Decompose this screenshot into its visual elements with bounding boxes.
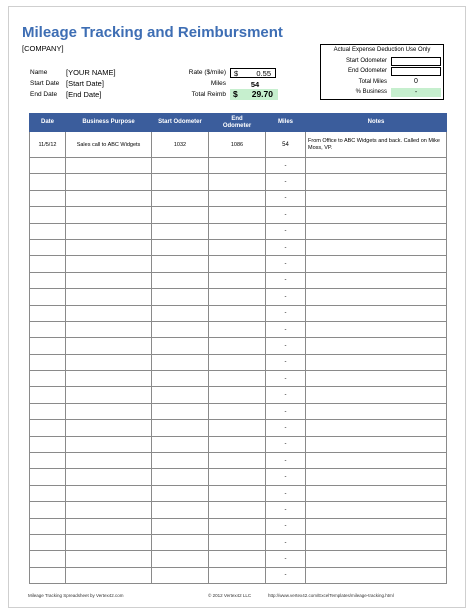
miles-cell: -: [266, 158, 306, 174]
start-odometer-cell[interactable]: [152, 567, 209, 583]
notes-cell[interactable]: [306, 518, 447, 534]
miles-cell: -: [266, 534, 306, 550]
purpose-cell[interactable]: [66, 272, 152, 288]
start-odometer-cell[interactable]: [152, 256, 209, 272]
date-cell[interactable]: 11/5/12: [30, 132, 66, 158]
notes-cell[interactable]: [306, 387, 447, 403]
start-odometer-cell[interactable]: [152, 338, 209, 354]
start-date-value[interactable]: [Start Date]: [66, 79, 104, 88]
purpose-cell[interactable]: [66, 239, 152, 255]
purpose-cell[interactable]: [66, 158, 152, 174]
purpose-cell[interactable]: [66, 371, 152, 387]
miles-cell: -: [266, 371, 306, 387]
date-cell[interactable]: [30, 158, 66, 174]
purpose-cell[interactable]: [66, 174, 152, 190]
table-row: [30, 158, 447, 174]
table-row: [30, 485, 447, 501]
purpose-cell[interactable]: [66, 567, 152, 583]
currency-symbol: $: [234, 69, 239, 78]
date-cell[interactable]: [30, 321, 66, 337]
purpose-cell[interactable]: [66, 518, 152, 534]
miles-cell: -: [266, 453, 306, 469]
table-row: [30, 289, 447, 305]
notes-cell[interactable]: [306, 207, 447, 223]
table-row: [30, 567, 447, 583]
purpose-cell[interactable]: [66, 256, 152, 272]
purpose-cell[interactable]: [66, 551, 152, 567]
table-row: [30, 338, 447, 354]
end-odometer-field[interactable]: [391, 67, 441, 76]
table-row: [30, 518, 447, 534]
end-odometer-cell[interactable]: [209, 223, 266, 239]
miles-total-value: 54: [250, 80, 260, 89]
miles-cell: -: [266, 190, 306, 206]
table-row: [30, 371, 447, 387]
purpose-cell[interactable]: [66, 469, 152, 485]
end-odometer-cell[interactable]: [209, 239, 266, 255]
table-row: [30, 403, 447, 419]
date-cell[interactable]: [30, 502, 66, 518]
start-odometer-cell[interactable]: [152, 469, 209, 485]
table-header-row: [30, 114, 447, 132]
start-odometer-cell[interactable]: [152, 239, 209, 255]
start-odometer-cell[interactable]: [152, 387, 209, 403]
end-odometer-cell[interactable]: [209, 551, 266, 567]
date-cell[interactable]: [30, 223, 66, 239]
table-row: [30, 190, 447, 206]
notes-cell[interactable]: [306, 158, 447, 174]
end-odometer-cell[interactable]: [209, 436, 266, 452]
col-header-purpose: Business Purpose: [66, 114, 152, 132]
mileage-log-table: [29, 113, 447, 584]
end-odometer-cell[interactable]: [209, 420, 266, 436]
start-odometer-cell[interactable]: [152, 420, 209, 436]
notes-cell[interactable]: [306, 305, 447, 321]
table-row: [30, 469, 447, 485]
date-cell[interactable]: [30, 420, 66, 436]
col-header-notes: Notes: [306, 114, 447, 132]
company-name[interactable]: [COMPANY]: [22, 44, 64, 53]
start-odometer-cell[interactable]: [152, 436, 209, 452]
footer-copyright: © 2012 Vertex42 LLC: [208, 593, 252, 598]
col-header-end-odometer: [209, 114, 266, 132]
start-odometer-cell[interactable]: [152, 371, 209, 387]
name-value[interactable]: [YOUR NAME]: [66, 68, 116, 77]
purpose-cell[interactable]: [66, 387, 152, 403]
date-cell[interactable]: [30, 485, 66, 501]
end-odometer-cell[interactable]: [209, 387, 266, 403]
table-row: [30, 436, 447, 452]
notes-cell[interactable]: [306, 354, 447, 370]
start-date-label: Start Date: [30, 80, 60, 87]
start-odometer-cell[interactable]: [152, 551, 209, 567]
miles-cell: -: [266, 305, 306, 321]
end-date-value[interactable]: [End Date]: [66, 90, 102, 99]
date-cell[interactable]: [30, 551, 66, 567]
miles-cell: -: [266, 420, 306, 436]
notes-cell[interactable]: [306, 453, 447, 469]
end-odometer-cell[interactable]: [209, 403, 266, 419]
date-cell[interactable]: [30, 534, 66, 550]
notes-cell[interactable]: [306, 420, 447, 436]
purpose-cell[interactable]: [66, 354, 152, 370]
miles-label: Miles: [210, 80, 226, 87]
col-header-start-odometer: Start Odometer: [152, 114, 209, 132]
end-odometer-cell[interactable]: [209, 371, 266, 387]
end-header-line2: Odometer: [222, 122, 252, 129]
notes-cell[interactable]: [306, 567, 447, 583]
table-row: [30, 453, 447, 469]
end-odometer-cell[interactable]: [209, 190, 266, 206]
end-odometer-label: End Odometer: [347, 68, 387, 74]
business-pct-label: % Business: [355, 89, 387, 95]
purpose-cell[interactable]: Sales call to ABC Widgets: [66, 132, 152, 158]
notes-cell[interactable]: [306, 502, 447, 518]
start-odometer-cell[interactable]: [152, 289, 209, 305]
notes-cell[interactable]: [306, 272, 447, 288]
end-odometer-cell[interactable]: [209, 305, 266, 321]
purpose-cell[interactable]: [66, 485, 152, 501]
end-odometer-cell[interactable]: [209, 469, 266, 485]
rate-label: Rate ($/mile): [188, 69, 226, 76]
miles-cell: -: [266, 272, 306, 288]
notes-cell[interactable]: [306, 190, 447, 206]
notes-cell[interactable]: [306, 256, 447, 272]
table-row: [30, 223, 447, 239]
start-odometer-cell[interactable]: [152, 321, 209, 337]
miles-cell: -: [266, 551, 306, 567]
miles-cell: -: [266, 223, 306, 239]
date-cell[interactable]: [30, 256, 66, 272]
purpose-cell[interactable]: [66, 207, 152, 223]
end-odometer-cell[interactable]: [209, 174, 266, 190]
miles-cell: -: [266, 436, 306, 452]
date-cell[interactable]: [30, 469, 66, 485]
notes-cell[interactable]: [306, 174, 447, 190]
rate-value: 0.55: [256, 69, 271, 78]
notes-cell[interactable]: [306, 223, 447, 239]
end-odometer-cell[interactable]: [209, 207, 266, 223]
date-cell[interactable]: [30, 289, 66, 305]
notes-cell[interactable]: [306, 403, 447, 419]
notes-cell[interactable]: [306, 534, 447, 550]
start-odometer-cell[interactable]: [152, 272, 209, 288]
start-odometer-cell[interactable]: [152, 453, 209, 469]
end-odometer-cell[interactable]: [209, 534, 266, 550]
table-row: [30, 551, 447, 567]
miles-cell: -: [266, 338, 306, 354]
name-label: Name: [30, 69, 48, 76]
end-odometer-cell[interactable]: 1086: [209, 132, 266, 158]
total-reimb-field: [230, 89, 278, 100]
date-cell[interactable]: [30, 436, 66, 452]
actual-expense-box: [320, 44, 444, 100]
miles-cell: -: [266, 321, 306, 337]
miles-cell: -: [266, 207, 306, 223]
notes-cell[interactable]: [306, 321, 447, 337]
notes-cell[interactable]: [306, 289, 447, 305]
table-row: [30, 174, 447, 190]
date-cell[interactable]: [30, 239, 66, 255]
start-odometer-cell[interactable]: 1032: [152, 132, 209, 158]
end-odometer-cell[interactable]: [209, 338, 266, 354]
end-odometer-cell[interactable]: [209, 518, 266, 534]
miles-cell: -: [266, 485, 306, 501]
purpose-cell[interactable]: [66, 190, 152, 206]
miles-cell: -: [266, 239, 306, 255]
total-miles-label: Total Miles: [358, 79, 387, 85]
purpose-cell[interactable]: [66, 321, 152, 337]
end-odometer-cell[interactable]: [209, 485, 266, 501]
notes-cell[interactable]: [306, 239, 447, 255]
col-header-date: Date: [30, 114, 66, 132]
col-header-miles: Miles: [266, 114, 306, 132]
currency-symbol: $: [233, 89, 238, 99]
expense-box-title: Actual Expense Deduction Use Only: [333, 47, 431, 53]
purpose-cell[interactable]: [66, 453, 152, 469]
start-odometer-cell[interactable]: [152, 485, 209, 501]
date-cell[interactable]: [30, 174, 66, 190]
date-cell[interactable]: [30, 190, 66, 206]
start-odometer-cell[interactable]: [152, 223, 209, 239]
start-odometer-cell[interactable]: [152, 354, 209, 370]
miles-cell: -: [266, 256, 306, 272]
start-odometer-cell[interactable]: [152, 502, 209, 518]
purpose-cell[interactable]: [66, 338, 152, 354]
start-odometer-field[interactable]: [391, 57, 441, 66]
purpose-cell[interactable]: [66, 502, 152, 518]
table-row: [30, 420, 447, 436]
date-cell[interactable]: [30, 371, 66, 387]
table-row: [30, 207, 447, 223]
table-row: [30, 502, 447, 518]
table-row: [30, 256, 447, 272]
notes-cell[interactable]: [306, 338, 447, 354]
miles-cell: -: [266, 354, 306, 370]
miles-cell: -: [266, 387, 306, 403]
start-odometer-cell[interactable]: [152, 305, 209, 321]
purpose-cell[interactable]: [66, 289, 152, 305]
end-odometer-cell[interactable]: [209, 289, 266, 305]
miles-cell: -: [266, 469, 306, 485]
rate-field[interactable]: [230, 68, 276, 78]
date-cell[interactable]: [30, 305, 66, 321]
date-cell[interactable]: [30, 272, 66, 288]
purpose-cell[interactable]: [66, 436, 152, 452]
end-header-line1: End: [231, 115, 243, 122]
purpose-cell[interactable]: [66, 223, 152, 239]
page-title: Mileage Tracking and Reimbursment: [22, 24, 283, 41]
start-odometer-cell[interactable]: [152, 534, 209, 550]
miles-cell: -: [266, 502, 306, 518]
end-odometer-cell[interactable]: [209, 321, 266, 337]
date-cell[interactable]: [30, 403, 66, 419]
footer-left: Mileage Tracking Spreadsheet by Vertex42.com: [28, 593, 124, 598]
date-cell[interactable]: [30, 567, 66, 583]
start-odometer-cell[interactable]: [152, 403, 209, 419]
end-odometer-cell[interactable]: [209, 502, 266, 518]
table-row: [30, 354, 447, 370]
notes-cell[interactable]: [306, 485, 447, 501]
date-cell[interactable]: [30, 387, 66, 403]
date-cell[interactable]: [30, 518, 66, 534]
date-cell[interactable]: [30, 207, 66, 223]
start-odometer-cell[interactable]: [152, 207, 209, 223]
miles-cell: 54: [266, 132, 306, 158]
table-row: [30, 387, 447, 403]
purpose-cell[interactable]: [66, 420, 152, 436]
end-odometer-cell[interactable]: [209, 272, 266, 288]
footer-url[interactable]: http://www.vertex42.com/ExcelTemplates/mileage-tracking.html: [268, 593, 394, 598]
table-row: [30, 305, 447, 321]
end-odometer-cell[interactable]: [209, 256, 266, 272]
start-odometer-cell[interactable]: [152, 518, 209, 534]
total-reimb-label: Total Reimb: [191, 91, 226, 98]
table-row: [30, 534, 447, 550]
miles-cell: -: [266, 518, 306, 534]
notes-cell[interactable]: [306, 469, 447, 485]
purpose-cell[interactable]: [66, 305, 152, 321]
date-cell[interactable]: [30, 453, 66, 469]
miles-cell: -: [266, 289, 306, 305]
date-cell[interactable]: [30, 354, 66, 370]
notes-cell[interactable]: [306, 371, 447, 387]
end-odometer-cell[interactable]: [209, 158, 266, 174]
table-row: [30, 239, 447, 255]
notes-cell[interactable]: From Office to ABC Widgets and back. Called on Mike Moss, VP.: [306, 132, 447, 158]
end-date-label: End Date: [30, 91, 58, 98]
start-odometer-cell[interactable]: [152, 158, 209, 174]
miles-cell: -: [266, 174, 306, 190]
notes-cell[interactable]: [306, 551, 447, 567]
business-pct-value: -: [391, 88, 441, 97]
purpose-cell[interactable]: [66, 403, 152, 419]
table-row: [30, 132, 447, 158]
end-odometer-cell[interactable]: [209, 453, 266, 469]
end-odometer-cell[interactable]: [209, 354, 266, 370]
purpose-cell[interactable]: [66, 534, 152, 550]
table-row: [30, 321, 447, 337]
miles-cell: -: [266, 403, 306, 419]
end-odometer-cell[interactable]: [209, 567, 266, 583]
total-reimb-value: 29.70: [251, 89, 273, 99]
date-cell[interactable]: [30, 338, 66, 354]
notes-cell[interactable]: [306, 436, 447, 452]
miles-cell: -: [266, 567, 306, 583]
total-miles-value: 0: [414, 78, 418, 85]
start-odometer-cell[interactable]: [152, 174, 209, 190]
start-odometer-label: Start Odometer: [345, 58, 387, 64]
start-odometer-cell[interactable]: [152, 190, 209, 206]
table-row: [30, 272, 447, 288]
